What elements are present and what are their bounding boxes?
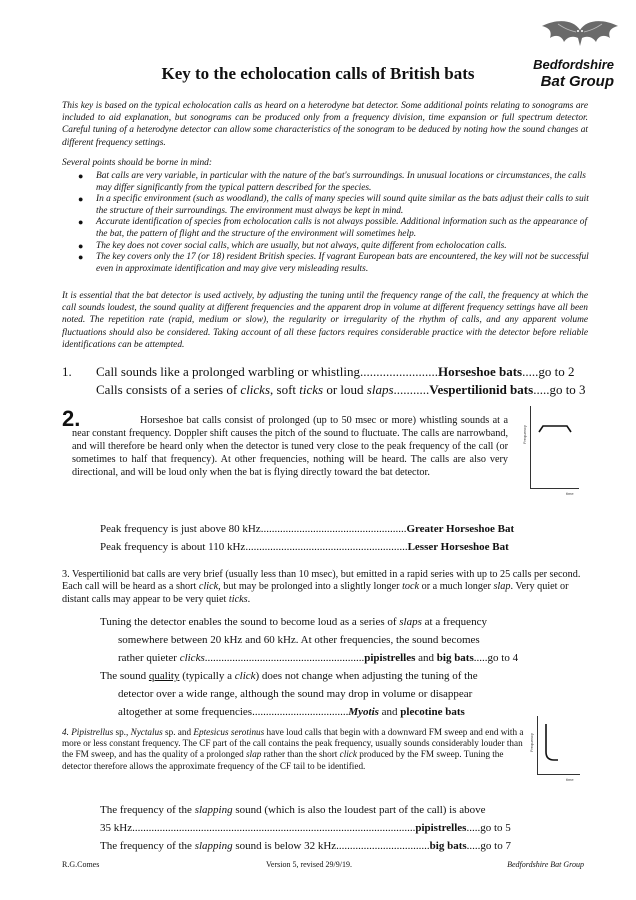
couplet-number: 4. bbox=[62, 727, 69, 737]
couplet-2b bbox=[100, 538, 562, 556]
sonogram-4-trace bbox=[538, 716, 580, 774]
couplet-3a-line1 bbox=[100, 614, 570, 631]
dot-leader: ..................................................... bbox=[260, 523, 407, 535]
bullet-icon: ● bbox=[78, 240, 84, 251]
bullet-icon: ● bbox=[78, 217, 84, 228]
list-item-text: Accurate identification of species from echolocation calls is not always possible. Additional information such as the appearance of the bat, the pattern of flight and the structure of the environment will sometimes help. bbox=[96, 217, 588, 239]
couplet-3b-line2: detector over a wide range, although the sound may drop in volume or disappear bbox=[118, 688, 473, 700]
couplet-4-text: rather than the short bbox=[261, 749, 340, 760]
points-lead: Several points should be borne in mind: bbox=[62, 158, 212, 168]
dot-leader: ........... bbox=[393, 382, 430, 397]
term-clicks: clicks bbox=[179, 652, 205, 664]
term-slapping: slapping bbox=[194, 840, 233, 852]
list-item-text: The key does not cover social calls, which are usually, but not always, quite different from echolocation calls. bbox=[96, 240, 507, 251]
dot-leader: ................................... bbox=[252, 706, 349, 718]
sonogram-4-y-label: Frequency bbox=[529, 733, 534, 752]
couplet-4a-text: 35 kHz bbox=[100, 822, 133, 834]
couplet-4b-text: The frequency of the bbox=[100, 840, 195, 852]
couplet-3b-text: The sound bbox=[100, 670, 149, 682]
list-item bbox=[62, 194, 592, 217]
couplet-3b-text: altogether at some frequencies bbox=[118, 706, 253, 718]
couplet-4a-line2 bbox=[100, 820, 570, 838]
couplet-4-options bbox=[0, 802, 636, 856]
couplet-4-description bbox=[62, 727, 524, 772]
couplet-1 bbox=[0, 363, 636, 399]
couplet-3-description bbox=[62, 569, 586, 606]
footer-group: Bedfordshire Bat Group bbox=[507, 860, 584, 869]
term-ticks: ticks bbox=[299, 382, 324, 397]
flying-bat-icon bbox=[538, 16, 622, 50]
couplet-number: 3. bbox=[62, 569, 70, 580]
couplet-1a bbox=[96, 363, 596, 381]
couplet-3-text: , but may be prolonged into a slightly longer bbox=[218, 581, 403, 593]
species-name: Eptesicus serotinus bbox=[193, 727, 265, 737]
couplet-number: 1. bbox=[62, 364, 72, 379]
dot-leader: .......................................................... bbox=[204, 652, 365, 664]
list-item-text: Bat calls are very variable, in particular with the nature of the bat's surroundings. In unusual locations or circumstances, the calls may differ significantly from the typical pattern described for the species. bbox=[96, 171, 586, 193]
sonogram-2-x-label: time bbox=[566, 491, 574, 496]
term-slap: slap bbox=[493, 581, 511, 593]
footer-author: R.G.Comes bbox=[62, 860, 100, 869]
term-ticks: ticks bbox=[228, 593, 248, 605]
term-quality: quality bbox=[148, 670, 180, 682]
couplet-1a-result: Horseshoe bats bbox=[437, 364, 523, 379]
couplet-1a-text: Call sounds like a prolonged warbling or whistling bbox=[96, 364, 360, 379]
couplet-4-text: sp. and bbox=[162, 727, 194, 737]
couplet-3a-line2: somewhere between 20 kHz and 60 kHz. At other frequencies, the sound becomes bbox=[118, 634, 480, 646]
term-click: click bbox=[234, 670, 256, 682]
sonogram-2-y-label: Frequency bbox=[522, 425, 527, 444]
couplet-2-description: Horseshoe bat calls consist of prolonged (up to 50 msec or more) whistling sounds at a near constant frequency. Doppler shift causes the pitch of the sound to fluctuate. The calls are narrowband, and will therefore be heard only when the detector is tuned very close to the peak frequency of the call (or sometimes to half that frequency). At other frequencies, nothing will be heard. The calls are also very directional, and will be loud only when the bat is flying directly toward the bat detector. bbox=[72, 415, 508, 478]
couplet-3b-result: plecotine bats bbox=[400, 706, 465, 718]
term-slaps: slaps bbox=[366, 382, 394, 397]
couplet-3a-result: pipistrelles bbox=[364, 652, 416, 664]
species-name: Pipistrellus bbox=[71, 727, 114, 737]
couplet-4b-result: big bats bbox=[429, 840, 467, 852]
couplet-1b-goto: .....go to 3 bbox=[533, 382, 586, 397]
couplet-4a-text: sound (which is also the loudest part of the call) is above bbox=[232, 804, 486, 816]
term-slaps: slaps bbox=[399, 616, 422, 628]
couplet-3b-text: ) does not change when adjusting the tuning of the bbox=[255, 670, 478, 682]
couplet-2b-text: Peak frequency is about 110 kHz bbox=[100, 541, 246, 553]
dot-leader: ........................................................... bbox=[245, 541, 408, 553]
term-click: click bbox=[339, 749, 357, 760]
couplet-1b bbox=[96, 381, 596, 399]
sonogram-2-trace bbox=[531, 406, 579, 488]
dot-leader: ........................ bbox=[359, 364, 438, 379]
list-item bbox=[62, 241, 592, 253]
dot-leader: .................................. bbox=[336, 840, 430, 852]
couplet-4-text: sp., bbox=[113, 727, 131, 737]
term-clicks: clicks bbox=[240, 382, 271, 397]
sonogram-4-plot bbox=[537, 716, 580, 775]
couplet-4a-text: The frequency of the bbox=[100, 804, 195, 816]
couplet-4b-goto: .....go to 7 bbox=[466, 840, 511, 852]
intro-paragraph: This key is based on the typical echolocation calls as heard on a heterodyne bat detector. Some additional points relating to sonograms are included to aid explanation, but sonograms can be produced only from a frequency division, time expansion or full spectrum detector. Careful tuning of a heterodyne detector can allow some characteristics of the sonogram to be deduced by noting how the sound changes at different frequency settings. bbox=[62, 101, 588, 148]
couplet-1a-goto: .....go to 2 bbox=[522, 364, 575, 379]
couplet-4-text: produced by the FM sweep. Tuning the detector therefore allows the approximate frequency of the CF tail to be identified. bbox=[62, 749, 504, 771]
couplet-3-text: . bbox=[247, 593, 251, 605]
couplet-3a-text: at a frequency bbox=[421, 616, 487, 628]
sonogram-2-plot bbox=[530, 406, 579, 489]
couplet-2b-result: Lesser Horseshoe Bat bbox=[407, 541, 509, 553]
couplet-3b-text: (typically a bbox=[179, 670, 235, 682]
term-slapping: slapping bbox=[194, 804, 233, 816]
dot-leader: ....................................................................................................... bbox=[132, 822, 416, 834]
list-item bbox=[62, 252, 592, 275]
couplet-3a-line3 bbox=[118, 650, 570, 667]
couplet-2a bbox=[100, 520, 562, 538]
couplet-4-text: have loud calls that begin with a downward FM sweep and end with a more or less constant frequency. The CF part of the call contains the peak frequency, usually sounds considerably louder than the FM sweep, and has the quality of a prolonged bbox=[62, 727, 524, 760]
couplet-4a-result: pipistrelles bbox=[415, 822, 467, 834]
term-click: click bbox=[198, 581, 219, 593]
page-title: Key to the echolocation calls of British bats bbox=[161, 64, 475, 83]
group-name-line1: Bedfordshire bbox=[533, 57, 614, 72]
species-name: Nyctalus bbox=[130, 727, 163, 737]
couplet-1b-text: or loud bbox=[323, 382, 367, 397]
couplet-4a-line1 bbox=[100, 802, 570, 820]
bullet-icon: ● bbox=[78, 252, 84, 263]
couplet-2a-text: Peak frequency is just above 80 kHz bbox=[100, 523, 261, 535]
couplet-3b-line3 bbox=[118, 704, 558, 721]
couplet-1b-text: Calls consists of a series of bbox=[96, 382, 241, 397]
essential-paragraph: It is essential that the bat detector is used actively, by adjusting the tuning until the frequency range of the call, the frequency at which the call sounds loudest, the sound quality at different frequencies and the apparent drop in volume at different frequency settings have all been noted. The repetition rate (rapid, medium or slow), the regularity or irregularity of the rhythm of calls, and any apparent volume fluctuations should also be considered. Taking account of all these factors requires considerable practice with the detector before reliable identifications can be attempted. bbox=[62, 291, 588, 350]
list-item bbox=[62, 171, 592, 194]
couplet-4b bbox=[100, 838, 570, 856]
couplet-3-text: or a much longer bbox=[419, 581, 494, 593]
term-tock: tock bbox=[402, 581, 420, 593]
couplet-3b-text: and bbox=[378, 706, 401, 718]
couplet-3a-text: Tuning the detector enables the sound to become loud as a series of bbox=[100, 616, 400, 628]
couplet-3b-line1 bbox=[100, 668, 570, 685]
couplet-3a-text: rather quieter bbox=[118, 652, 180, 664]
couplet-3-text: Vespertilionid bat calls are very brief (usually less than 10 msec), but emitted in a rapid series with up to 25 calls per second. Each call will be heard as a short bbox=[62, 569, 581, 593]
couplet-1b-result: Vespertilionid bats bbox=[429, 382, 534, 397]
couplet-3-text: . Very quiet or distant calls may appear to be very quiet bbox=[62, 581, 569, 605]
couplet-4b-text: sound is below 32 kHz bbox=[232, 840, 337, 852]
footer-version: Version 5, revised 29/9/19. bbox=[266, 860, 352, 869]
bullet-icon: ● bbox=[78, 171, 84, 181]
couplet-1b-text: , soft bbox=[270, 382, 300, 397]
couplet-3a-text: and bbox=[415, 652, 437, 664]
list-item-text: The key covers only the 17 (or 18) resident British species. If vagrant European bats are encountered, the key will not be successful even in approximate identification and may give very misleading results. bbox=[96, 252, 589, 274]
list-item bbox=[62, 217, 592, 240]
couplet-3-options bbox=[0, 614, 636, 722]
couplet-2-options bbox=[0, 520, 636, 556]
group-name-line2: Bat Group bbox=[540, 73, 614, 90]
term-slap: slap bbox=[245, 749, 262, 760]
couplet-2a-result: Greater Horseshoe Bat bbox=[406, 523, 515, 535]
couplet-3a-goto: .....go to 4 bbox=[473, 652, 519, 664]
points-list bbox=[62, 171, 592, 275]
sonogram-4-x-label: time bbox=[566, 777, 574, 782]
couplet-2-number: 2. bbox=[62, 406, 81, 431]
couplet-3a-result: big bats bbox=[436, 652, 474, 664]
couplet-3b-result: Myotis bbox=[348, 706, 379, 718]
couplet-4a-goto: .....go to 5 bbox=[466, 822, 511, 834]
bullet-icon: ● bbox=[78, 194, 84, 205]
list-item-text: In a specific environment (such as woodland), the calls of many species will sound quite similar as the bats adjust their calls to suit the structure of their surroundings. The environment must always be kept in mind. bbox=[96, 194, 589, 216]
